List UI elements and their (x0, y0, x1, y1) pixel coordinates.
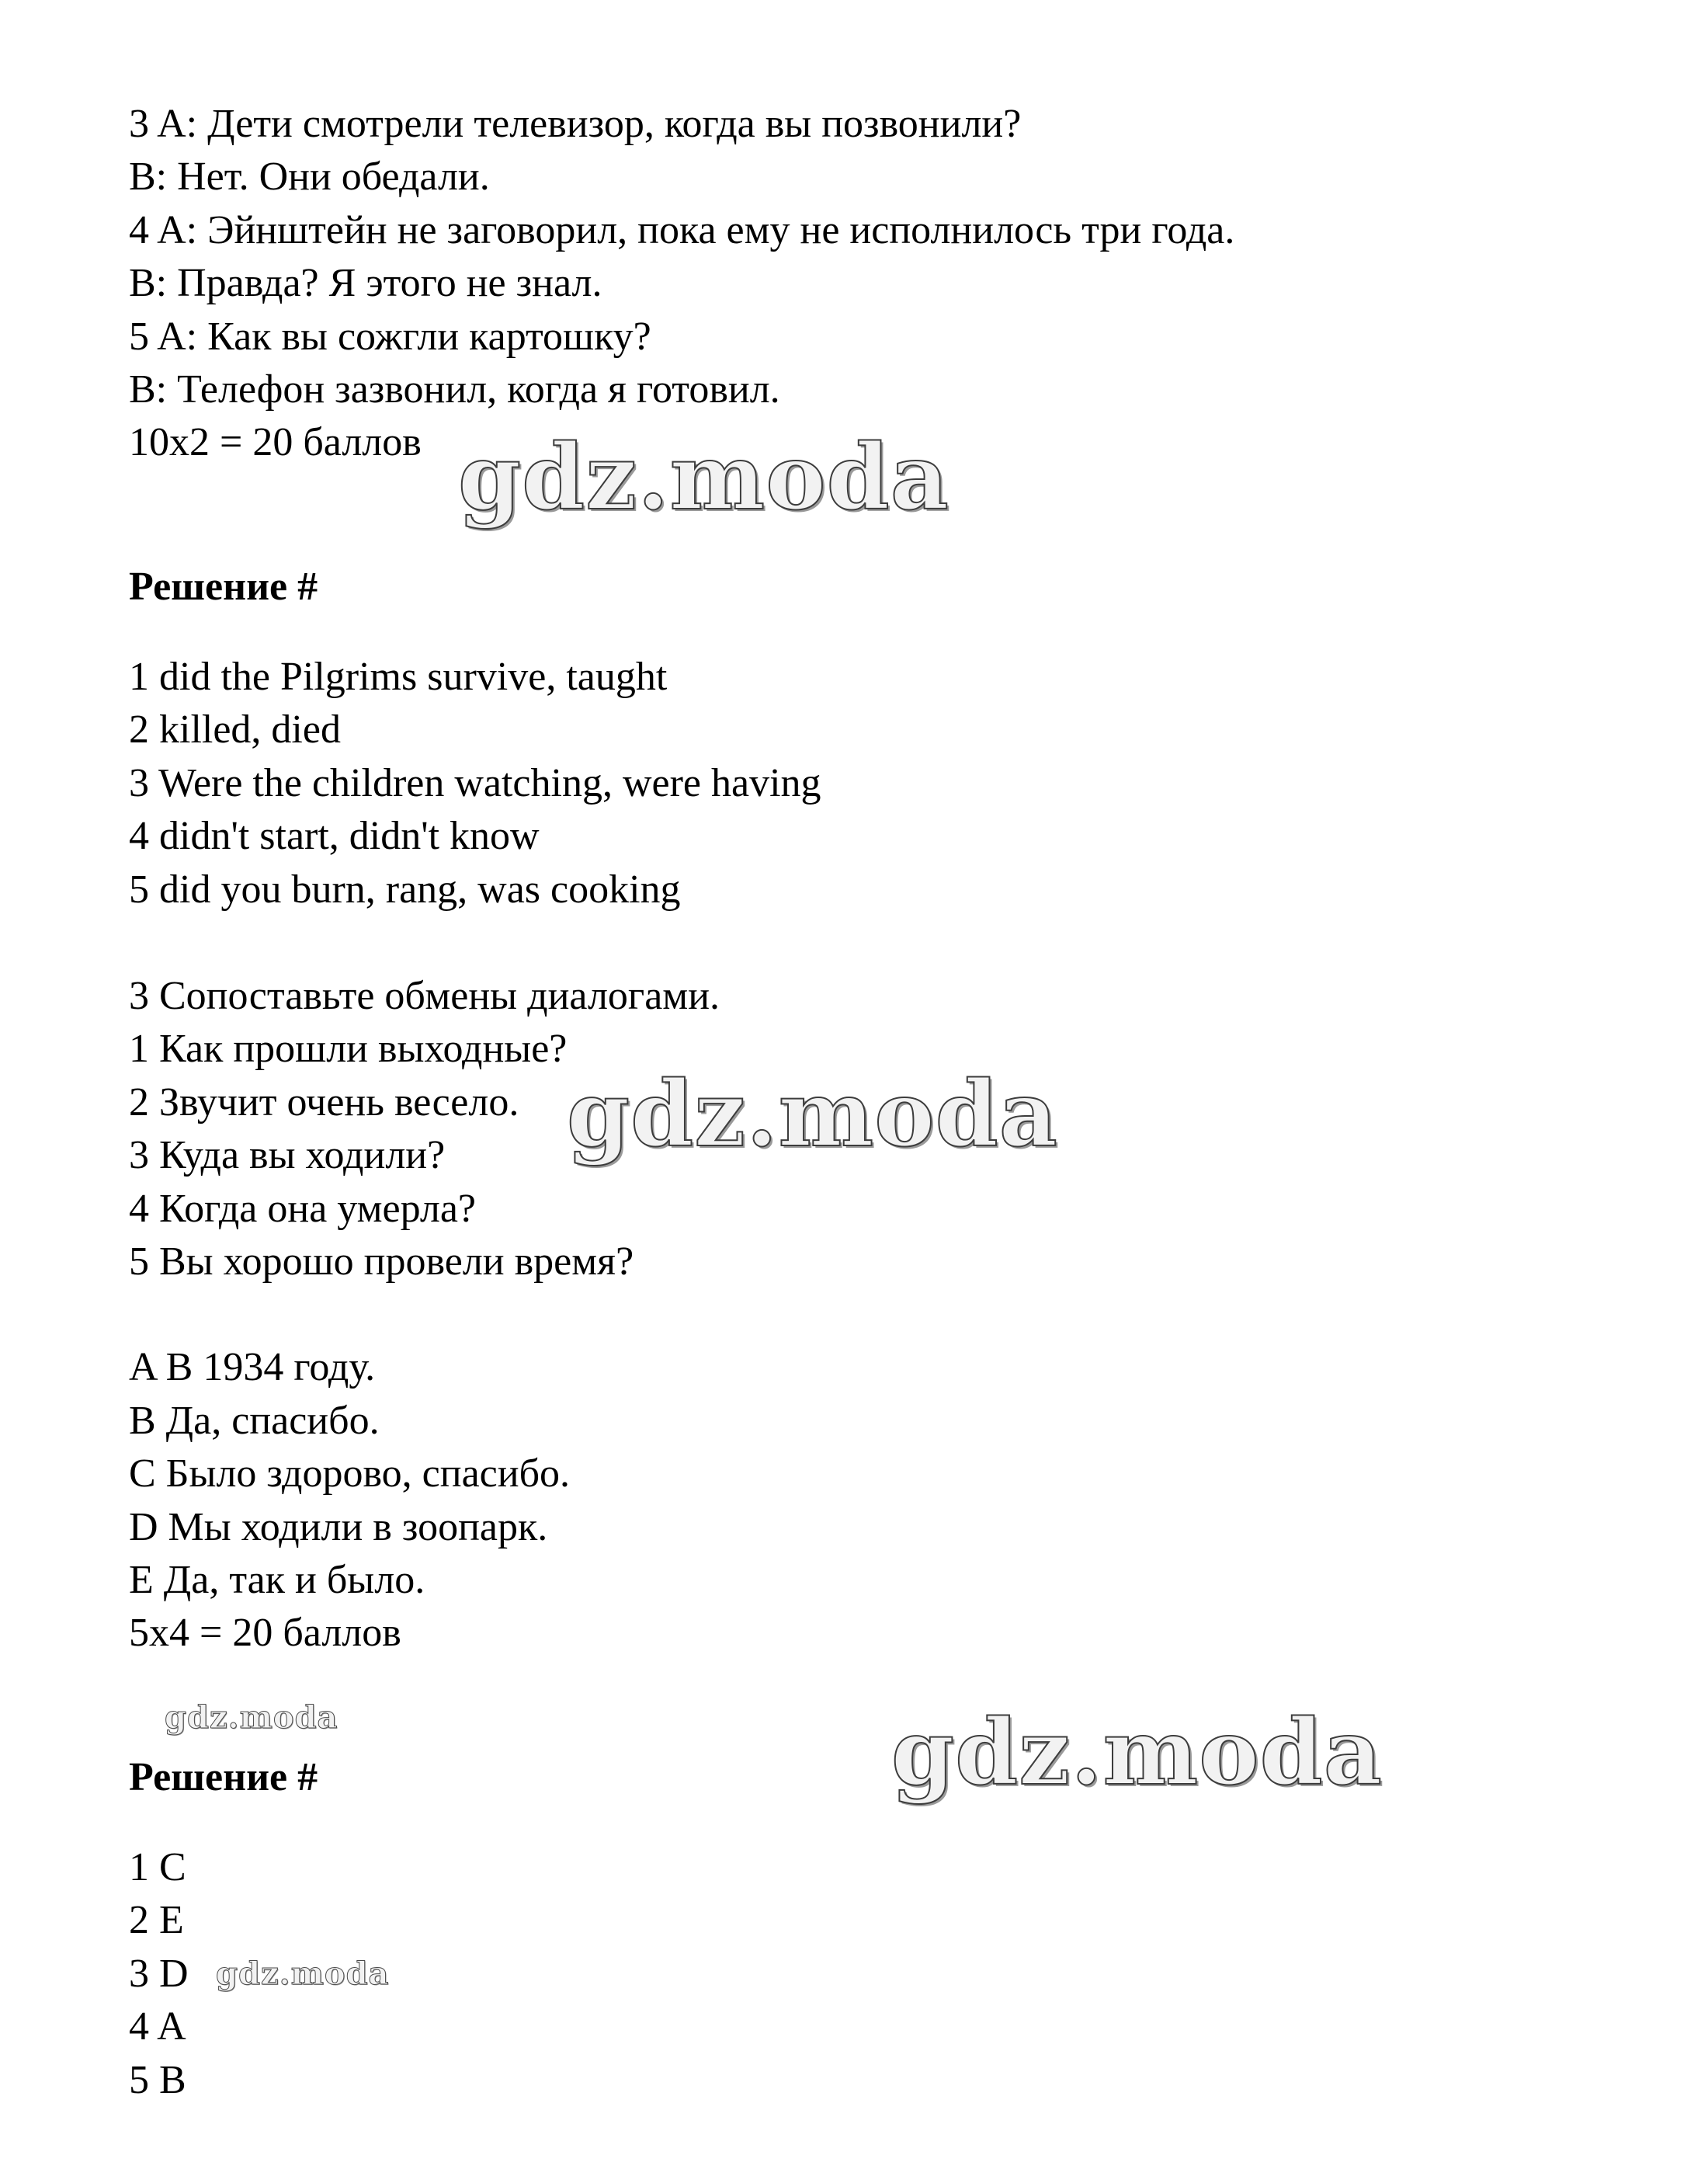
dialogue-line: B: Телефон зазвонил, когда я готовил. (129, 367, 780, 412)
answer-line: 5 B (129, 2058, 186, 2102)
answer-line: 4 didn't start, didn't know (129, 814, 540, 858)
task-question: 2 Звучит очень весело. (129, 1080, 519, 1124)
task-question: 5 Вы хорошо провели время? (129, 1239, 634, 1284)
answer-line: 2 killed, died (129, 707, 341, 752)
task-option: A В 1934 году. (129, 1345, 376, 1389)
task-question: 1 Как прошли выходные? (129, 1027, 568, 1071)
answer-line: 3 D (129, 1952, 189, 1996)
watermark-logo: gdz.moda (165, 1699, 338, 1736)
answer-line: 1 C (129, 1845, 186, 1889)
score-line: 10x2 = 20 баллов (129, 420, 422, 464)
dialogue-line: 5 A: Как вы сожгли картошку? (129, 315, 651, 359)
answer-line: 4 A (129, 2004, 186, 2049)
task-question: 3 Куда вы ходили? (129, 1133, 446, 1177)
dialogue-line: B: Правда? Я этого не знал. (129, 261, 602, 305)
watermark-logo: gdz.moda (458, 425, 949, 530)
watermark-logo: gdz.moda (891, 1700, 1383, 1806)
dialogue-line: 3 A: Дети смотрели телевизор, когда вы позвонили? (129, 102, 1022, 146)
solution-heading: Решение # (129, 1755, 318, 1799)
dialogue-line: B: Нет. Они обедали. (129, 155, 490, 199)
answer-line: 1 did the Pilgrims survive, taught (129, 655, 668, 699)
answer-line: 3 Were the children watching, were having (129, 761, 821, 805)
task-question: 4 Когда она умерла? (129, 1187, 477, 1231)
watermark-logo: gdz.moda (567, 1062, 1058, 1167)
task-option: C Было здорово, спасибо. (129, 1451, 571, 1496)
dialogue-line: 4 A: Эйнштейн не заговорил, пока ему не исполнилось три года. (129, 208, 1235, 252)
task-option: E Да, так и было. (129, 1558, 425, 1602)
watermark-logo: gdz.moda (216, 1955, 390, 1992)
task-option: D Мы ходили в зоопарк. (129, 1505, 548, 1549)
task-option: B Да, спасибо. (129, 1399, 380, 1443)
solution-heading: Решение # (129, 565, 318, 609)
task-title: 3 Сопоставьте обмены диалогами. (129, 974, 720, 1018)
answer-line: 5 did you burn, rang, was cooking (129, 867, 681, 912)
answer-line: 2 E (129, 1898, 184, 1942)
score-line: 5x4 = 20 баллов (129, 1611, 401, 1655)
